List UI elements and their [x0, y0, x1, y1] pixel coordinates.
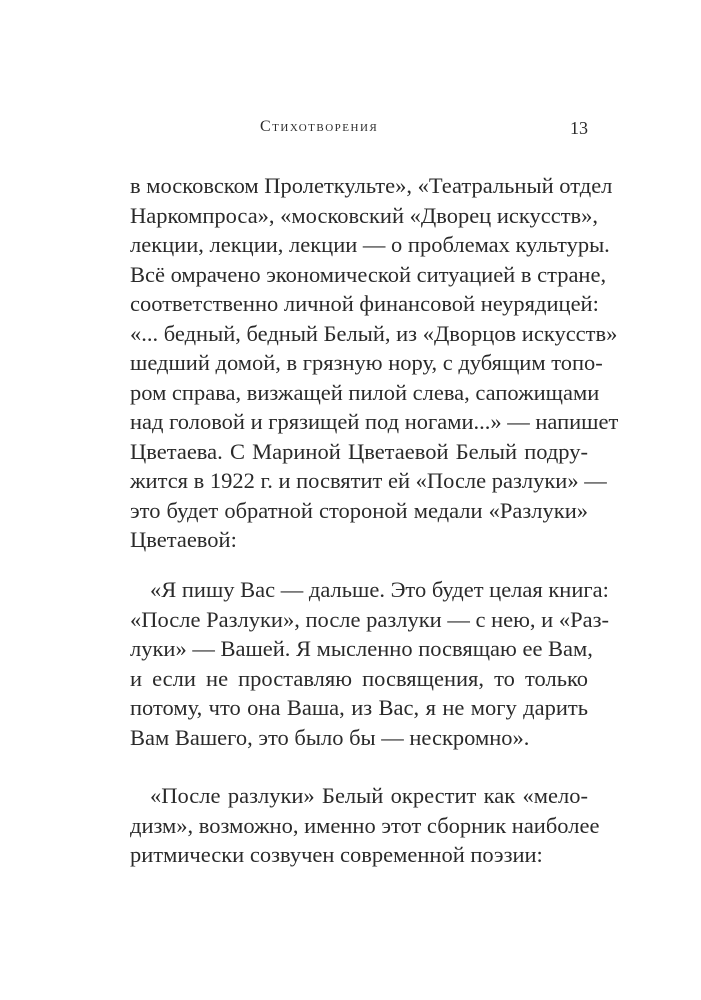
running-head — [130, 118, 588, 142]
text-line: над головой и грязищей под ногами...» — напишет — [130, 409, 619, 434]
text-line: в московском Пролеткульте», «Театральный отдел — [130, 173, 613, 198]
text-line: луки» — Вашей. Я мысленно посвящаю ее Вам, — [130, 636, 593, 661]
text-line: Цветаевой: — [130, 527, 237, 552]
text-line: лекции, лекции, лекции — о проблемах культуры. — [130, 232, 610, 257]
text-line: шедший домой, в грязную нору, с дубящим топо- — [130, 350, 603, 375]
text-line: потому, что она Ваша, из Вас, я не могу дарить — [130, 695, 588, 720]
text-line: ритмически созвучен современной поэзии: — [130, 842, 543, 867]
text-line: жится в 1922 г. и посвятит ей «После разлуки» — — [130, 468, 607, 493]
text-line: «После Разлуки», после разлуки — с нею, и «Раз- — [130, 606, 609, 632]
text-line: «Я пишу Вас — дальше. Это будет целая книга: — [150, 577, 609, 602]
text-line: соответственно личной финансовой неурядицей: — [130, 291, 599, 316]
page-number: 13 — [570, 118, 588, 138]
text-line: Цветаева. С Мариной Цветаевой Белый подру- — [130, 438, 588, 464]
text-line: Всё омрачено экономической ситуацией в стране, — [130, 261, 607, 287]
running-head-title: Стихотворения — [260, 118, 379, 135]
text-line: это будет обратной стороной медали «Разлуки» — [130, 497, 588, 523]
text-line: Вам Вашего, это было бы — нескромно». — [130, 724, 530, 750]
text-line: «... бедный, бедный Белый, из «Дворцов искусств» — [130, 320, 618, 346]
text-line: дизм», возможно, именно этот сборник наиболее — [130, 812, 600, 838]
text-line: и если не проставляю посвящения, то только — [130, 665, 588, 691]
text-line: Наркомпроса», «московский «Дворец искусств», — [130, 202, 599, 228]
text-line: «После разлуки» Белый окрестит как «мело- — [150, 783, 588, 808]
text-line: ром справа, визжащей пилой слева, сапожищами — [130, 379, 600, 405]
